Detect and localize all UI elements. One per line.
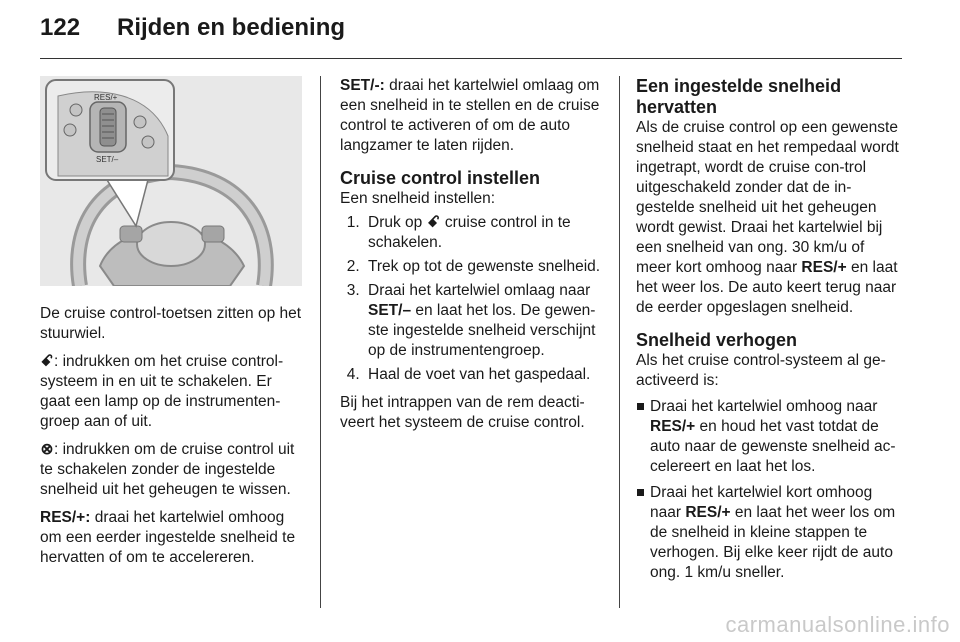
page-title: Rijden en bediening (117, 14, 346, 41)
intro-text: De cruise control-toetsen zitten op het stuurwiel. (40, 305, 302, 342)
step-1 (364, 213, 604, 253)
page-header (40, 14, 345, 50)
resume-paragraph (636, 118, 902, 318)
section-heading-set: Cruise control instellen (340, 168, 541, 188)
step-4: 4. Haal de voet van het gaspedaal. (364, 365, 604, 385)
cancel-cruise-item (40, 440, 302, 500)
cancel-cruise-icon: ⊗ (40, 441, 54, 458)
step-3-post: en laat het los. De gewen-ste ingestelde snelheid verschijnt op de instrumentengroep. (368, 302, 596, 359)
step-3 (364, 281, 604, 361)
bullet-2-bold: RES/+ (685, 504, 731, 521)
resume-pre: Als de cruise control op een gewenste snelheid staat en het rempedaal wordt ingetrapt, wordt de cruise con-trol uitgeschakeld zonder dat de in-gestelde snelheid uit het geheugen wordt gewist. Draai het kartelwiel bij een snelheid van ong. 30 km/u of meer kort omhoog naar (636, 119, 899, 276)
bullet-1-post: en houd het vast totdat de auto naar de gewenste snelheid ac-celereert en laat het los. (650, 418, 896, 475)
res-item (40, 508, 302, 568)
increase-bullets (636, 397, 902, 583)
column-2 (340, 76, 604, 441)
step-1-pre: Druk op (368, 214, 427, 231)
resume-post: en laat het weer los. De auto keert terug naar de eerder opgeslagen snelheid. (636, 259, 898, 316)
increase-lead: Als het cruise control-systeem al ge-activeerd is: (636, 352, 886, 389)
step-1-post: cruise control in te schakelen. (368, 214, 571, 251)
page-number: 122 (40, 14, 81, 41)
brake-note: Bij het intrappen van de rem deacti-veert het systeem de cruise control. (340, 394, 585, 431)
bullet-2-post: en laat het weer los om de snelheid in kleine stappen te verhogen. Bij elke keer rijdt de auto ong. 1 km/u sneller. (650, 504, 896, 581)
watermark: carmanualsonline.info (725, 612, 950, 637)
res-text: draai het kartelwiel omhoog om een eerder ingestelde snelheid te hervatten of om te accelereren. (40, 509, 296, 566)
step-3-bold: SET/– (368, 302, 412, 319)
bullet-1-pre: Draai het kartelwiel omhoog naar (650, 398, 878, 415)
cruise-control-icon: ꗃ (40, 353, 54, 370)
column-3 (636, 76, 902, 589)
res-label: RES/+: (40, 509, 91, 526)
cruise-toggle-item (40, 352, 302, 432)
section-heading-resume: Een ingestelde snelheid hervatten (636, 76, 842, 117)
set-text: draai het kartelwiel omlaag om een snelheid in te stellen en de cruise control te activeren of om de auto langzamer te laten rijden. (340, 77, 600, 154)
inset-res-label: RES/+ (94, 93, 118, 102)
set-label: SET/-: (340, 77, 385, 94)
step-2: 2. Trek op tot de gewenste snelheid. (364, 257, 604, 277)
header-rule (40, 58, 902, 59)
bullet-2-pre: Draai het kartelwiel kort omhoog naar (650, 484, 873, 521)
set-item (340, 76, 604, 156)
bullet-1 (636, 397, 902, 477)
column-divider-2 (619, 76, 620, 608)
column-1 (40, 76, 302, 576)
set-lead: Een snelheid instellen: (340, 190, 496, 207)
step-3-pre: Draai het kartelwiel omlaag naar (368, 282, 591, 299)
resume-bold: RES/+ (801, 259, 847, 276)
section-heading-increase: Snelheid verhogen (636, 330, 798, 350)
steering-wheel-drawing (40, 76, 302, 286)
cruise-toggle-text: : indrukken om het cruise control-systeem in en uit te schakelen. Er gaat een lamp op de instrumenten-groep aan of uit. (40, 353, 284, 430)
column-divider-1 (320, 76, 321, 608)
cancel-cruise-text: : indrukken om de cruise control uit te schakelen zonder de ingestelde snelheid uit het geheugen te wissen. (40, 441, 295, 498)
steering-wheel-illustration (40, 76, 302, 286)
set-steps (340, 213, 604, 385)
cruise-control-icon: ꗃ (427, 214, 440, 231)
bullet-1-bold: RES/+ (650, 418, 696, 435)
bullet-2 (636, 483, 902, 583)
inset-set-label: SET/– (96, 155, 119, 164)
